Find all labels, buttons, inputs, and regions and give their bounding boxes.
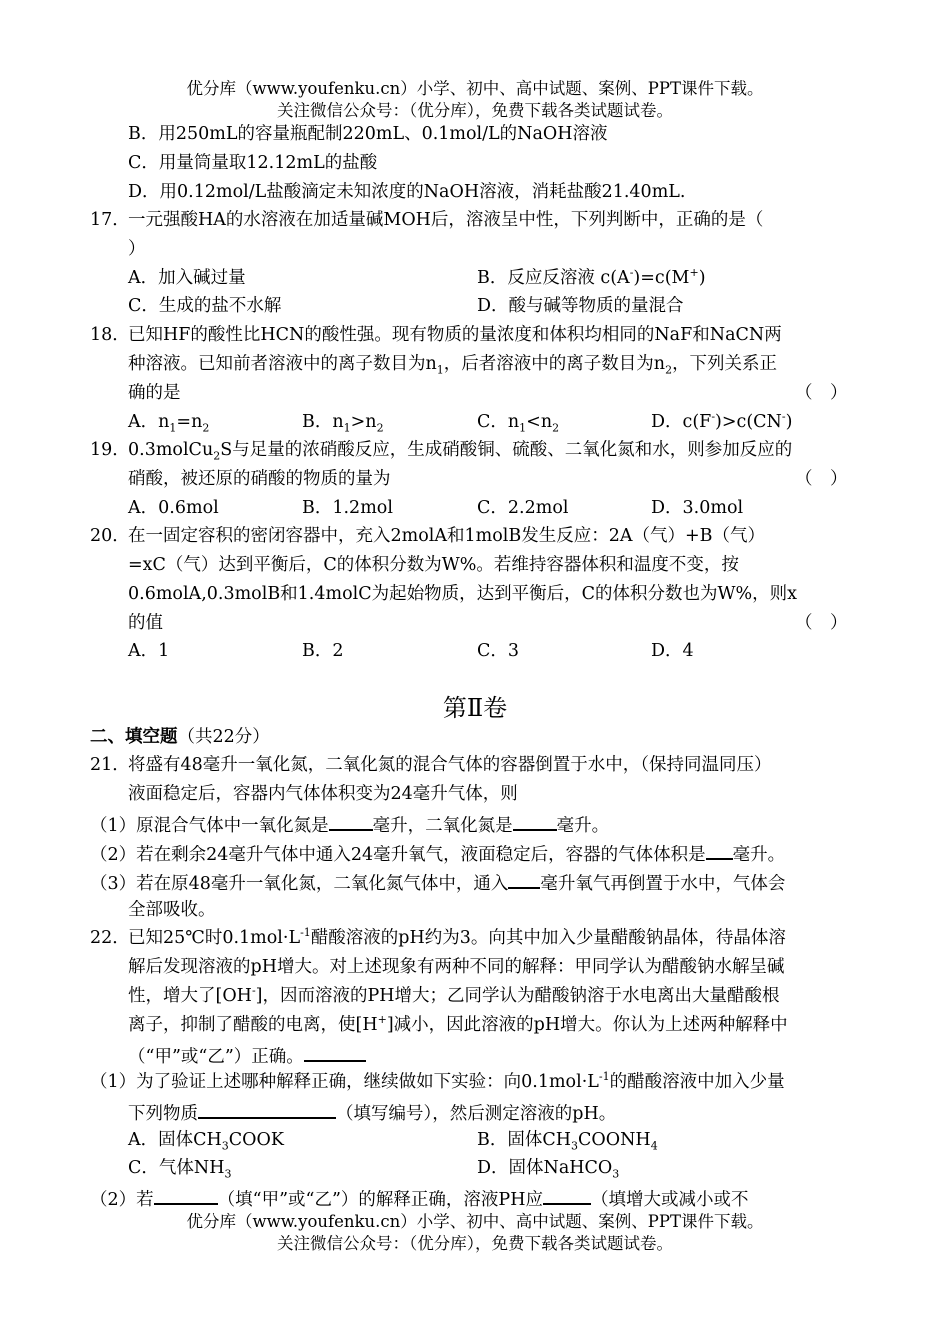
q22-blank-1 xyxy=(304,1042,366,1062)
q18-stem-line3: 确的是 xyxy=(128,383,181,403)
q19-number: 19． xyxy=(90,440,130,460)
q22-blank-2 xyxy=(198,1099,336,1119)
page-header-line2: 关注微信公众号：（优分库），免费下载各类试题试卷。 xyxy=(277,101,673,120)
q22-option-a: A．固体$CH_3COOK$ xyxy=(128,1130,284,1153)
q18-option-d: D．c(F-)>c(CN-) xyxy=(651,410,793,432)
q18-stem-line2: 种溶液。已知前者溶液中的离子数目为$n_1$，后者溶液中的离子数目为$n_2$，下列关系正 xyxy=(128,354,778,377)
q16-option-c: C．用量筒量取12.12mL的盐酸 xyxy=(128,153,378,173)
q19-answer-paren: （ ） xyxy=(795,469,848,489)
q19-option-b: B．1.2mol xyxy=(302,498,393,518)
q22-part2-line1: （2）若 （填“甲”或“乙”）的解释正确，溶液PH应 （填增大或减小或不 xyxy=(90,1185,748,1212)
q22-stem-line4: 离子，抑制了醋酸的电离，使[H+]减小，因此溶液的pH增大。你认为上述两种解释中 xyxy=(128,1013,788,1035)
q19-option-d: D．3.0mol xyxy=(651,498,744,518)
q20-stem-line4: 的值 xyxy=(128,613,163,633)
q20-option-b: B．2 xyxy=(302,641,344,661)
q17-stem-line1: 一元强酸HA的水溶液在加适量碱MOH后，溶液呈中性，下列判断中，正确的是（ xyxy=(128,210,764,230)
q22-stem-line3: 性，增大了[OH-]，因而溶液的PH增大；乙同学认为醋酸钠溶于水电离出大量醋酸根 xyxy=(128,984,780,1006)
q16-option-b: B．用250mL的容量瓶配制220mL、0.1mol/L的NaOH溶液 xyxy=(128,124,608,144)
q19-stem-line2: 硝酸，被还原的硝酸的物质的量为 xyxy=(128,469,391,489)
q22-number: 22． xyxy=(90,928,130,948)
q17-number: 17． xyxy=(90,210,130,230)
q19-stem-line1: 0.3molCu$_2$S与足量的浓硝酸反应，生成硝酸铜、硫酸、二氧化氮和水，则参加反应的 xyxy=(128,440,793,463)
q22-option-c: C．气体$NH_3$ xyxy=(128,1158,232,1181)
q20-option-c: C．3 xyxy=(477,641,520,661)
q18-option-a: A．$n_1=n_2$ xyxy=(128,412,210,435)
q18-answer-paren: （ ） xyxy=(795,383,848,403)
q22-blank-3 xyxy=(154,1185,218,1205)
q21-part3-cont: 全部吸收。 xyxy=(128,900,216,920)
q17-option-d: D．酸与碱等物质的量混合 xyxy=(477,296,684,316)
q21-number: 21． xyxy=(90,755,130,775)
q20-stem-line3: 0.6molA,0.3molB和1.4molC为起始物质，达到平衡后，C的体积分数也为W%，则x xyxy=(128,584,797,604)
q22-option-b: B．固体$CH_3COONH_4$ xyxy=(477,1130,658,1153)
q22-stem-line2: 解后发现溶液的pH增大。对上述现象有两种不同的解释：甲同学认为醋酸钠水解呈碱 xyxy=(128,957,785,977)
section-heading: 二、填空题（共22分） xyxy=(90,727,270,747)
q18-option-c: C．$n_1<n_2$ xyxy=(477,412,560,435)
q21-part3: （3）若在原48毫升一氧化氮，二氧化氮气体中，通入 毫升氧气再倒置于水中，气体会 xyxy=(90,869,785,896)
q21-stem-line1: 将盛有48毫升一氧化氮，二氧化氮的混合气体的容器倒置于水中，（保持同温同压） xyxy=(128,755,772,775)
page-header-line1: 优分库（www.youfenku.cn）小学、初中、高中试题、案例、PPT课件下载。 xyxy=(186,79,764,98)
part2-title: 第Ⅱ卷 xyxy=(442,694,508,722)
q21-blank-4 xyxy=(508,869,540,889)
q22-stem-line1: 已知25℃时$0.1mol\cdot L^{-1}$醋酸溶液的pH约为3。向其中加入少量醋酸钠晶体，待晶体溶 xyxy=(128,926,786,948)
q21-stem-line2: 液面稳定后，容器内气体体积变为24毫升气体，则 xyxy=(128,784,518,804)
q17-stem-line2: ） xyxy=(128,239,146,259)
q22-option-d: D．固体NaHCO$_3$ xyxy=(477,1158,620,1181)
q21-blank-1 xyxy=(329,811,373,831)
q22-part1-line1: （1）为了验证上述哪种解释正确，继续做如下实验：向$0.1mol\cdot L^{-1}$的醋酸溶液中加入少量 xyxy=(90,1070,785,1092)
q21-part1: （1）原混合气体中一氧化氮是 毫升，二氧化氮是 毫升。 xyxy=(90,811,609,838)
q21-part2: （2）若在剩余24毫升气体中通入24毫升氧气，液面稳定后，容器的气体体积是 毫升。 xyxy=(90,840,785,867)
q17-option-b: B．反应反溶液 c(A-)=c(M+) xyxy=(477,266,706,288)
q20-stem-line2: =xC（气）达到平衡后，C的体积分数为W%。若维持容器体积和温度不变，按 xyxy=(128,555,739,575)
page-footer-line1: 优分库（www.youfenku.cn）小学、初中、高中试题、案例、PPT课件下载。 xyxy=(186,1212,764,1231)
q20-number: 20． xyxy=(90,526,130,546)
q20-option-d: D．4 xyxy=(651,641,694,661)
q20-stem-line1: 在一固定容积的密闭容器中，充入2molA和1molB发生反应：2A（气）+B（气） xyxy=(128,526,766,546)
q20-option-a: A．1 xyxy=(128,641,170,661)
q21-blank-3 xyxy=(706,840,733,860)
q19-option-c: C．2.2mol xyxy=(477,498,569,518)
q17-option-c: C．生成的盐不水解 xyxy=(128,296,282,316)
q18-number: 18． xyxy=(90,325,130,345)
q21-blank-2 xyxy=(513,811,557,831)
q22-part1-line2: 下列物质 （填写编号），然后测定溶液的pH。 xyxy=(128,1099,616,1126)
q16-option-d: D．用0.12mol/L盐酸滴定未知浓度的NaOH溶液，消耗盐酸21.40mL. xyxy=(128,182,686,202)
q20-answer-paren: （ ） xyxy=(795,613,848,633)
q22-blank-4 xyxy=(543,1185,591,1205)
q19-option-a: A．0.6mol xyxy=(128,498,219,518)
q17-option-a: A．加入碱过量 xyxy=(128,268,246,288)
q22-stem-line5: （“甲”或“乙”）正确。 xyxy=(128,1042,366,1069)
q18-option-b: B．$n_1>n_2$ xyxy=(302,412,384,435)
page-footer-line2: 关注微信公众号：（优分库），免费下载各类试题试卷。 xyxy=(277,1234,673,1253)
q18-stem-line1: 已知HF的酸性比HCN的酸性强。现有物质的量浓度和体积均相同的NaF和NaCN两 xyxy=(128,325,782,345)
